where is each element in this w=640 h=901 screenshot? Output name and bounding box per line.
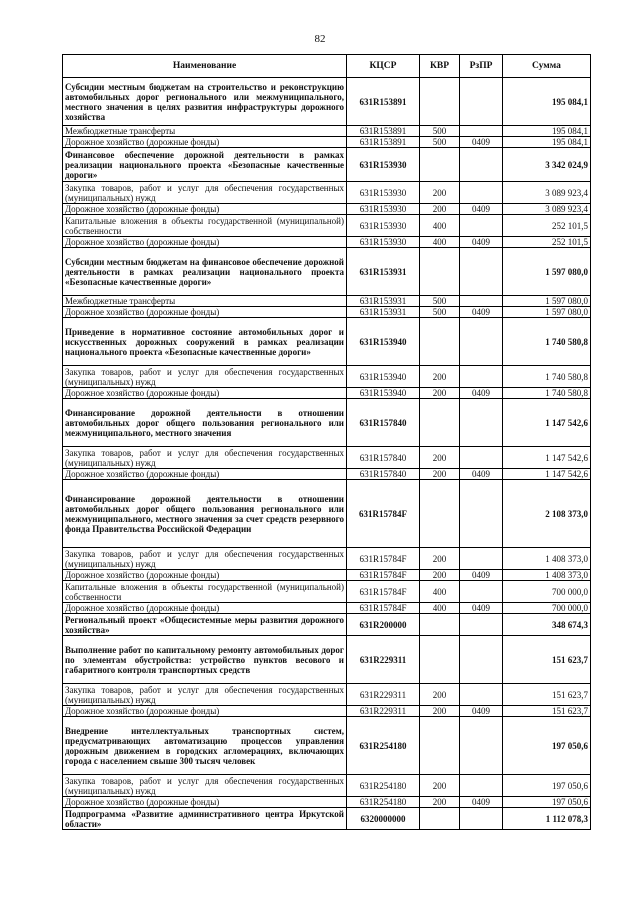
cell-sum: 3 342 024,9	[503, 148, 591, 182]
cell-rzpr	[460, 684, 503, 706]
cell-kcsr: 631R229311	[347, 684, 420, 706]
cell-kvr	[420, 636, 460, 684]
cell-kvr: 200	[420, 447, 460, 469]
cell-kvr	[420, 148, 460, 182]
cell-kcsr: 631R153930	[347, 215, 420, 237]
cell-kcsr: 631R153940	[347, 366, 420, 388]
cell-kcsr: 6320000000	[347, 808, 420, 830]
table-header-row	[63, 55, 591, 78]
cell-rzpr	[460, 399, 503, 447]
cell-rzpr: 0409	[460, 797, 503, 808]
cell-sum: 3 089 923,4	[503, 204, 591, 215]
cell-rzpr	[460, 78, 503, 126]
page-number: 82	[314, 33, 326, 45]
cell-kvr: 200	[420, 204, 460, 215]
cell-kvr: 200	[420, 548, 460, 570]
cell-kcsr: 631R15784F	[347, 570, 420, 581]
cell-kcsr: 631R153930	[347, 204, 420, 215]
cell-sum: 1 147 542,6	[503, 399, 591, 447]
cell-name: Дорожное хозяйство (дорожные фонды)	[63, 307, 347, 318]
cell-name: Внедрение интеллектуальных транспортных систем, предусматривающих автоматизацию процессов управления дорожным движением в городских агломерациях, включающих города с населением свыше 300 тысяч человек	[63, 717, 347, 775]
cell-kcsr: 631R153940	[347, 388, 420, 399]
cell-rzpr	[460, 366, 503, 388]
cell-kcsr: 631R153940	[347, 318, 420, 366]
cell-rzpr: 0409	[460, 603, 503, 614]
cell-rzpr	[460, 148, 503, 182]
cell-name: Субсидии местным бюджетам на строительство и реконструкцию автомобильных дорог регионального или межмуниципального, местного значения в целях развития инфраструктуры дорожного хозяйства	[63, 78, 347, 126]
cell-sum: 1 147 542,6	[503, 447, 591, 469]
cell-rzpr	[460, 614, 503, 636]
cell-kvr: 200	[420, 797, 460, 808]
cell-sum: 1 147 542,6	[503, 469, 591, 480]
cell-sum: 1 597 080,0	[503, 248, 591, 296]
table-row	[63, 182, 591, 204]
cell-kcsr: 631R157840	[347, 469, 420, 480]
table-row	[63, 126, 591, 137]
table-row	[63, 318, 591, 366]
cell-sum: 1 740 580,8	[503, 388, 591, 399]
table-row	[63, 636, 591, 684]
cell-name: Приведение в нормативное состояние автомобильных дорог и искусственных дорожных сооружений в рамках реализации национального проекта «Безопасные качественные дороги»	[63, 318, 347, 366]
cell-sum: 1 740 580,8	[503, 318, 591, 366]
cell-rzpr	[460, 808, 503, 830]
cell-sum: 197 050,6	[503, 775, 591, 797]
table-row	[63, 808, 591, 830]
table-row	[63, 684, 591, 706]
cell-rzpr	[460, 480, 503, 548]
cell-kcsr: 631R153930	[347, 182, 420, 204]
cell-kcsr: 631R153931	[347, 248, 420, 296]
cell-name: Субсидии местным бюджетам на финансовое обеспечение дорожной деятельности в рамках реализации национального проекта «Безопасные качественные дороги»	[63, 248, 347, 296]
cell-kvr	[420, 480, 460, 548]
cell-rzpr	[460, 717, 503, 775]
cell-rzpr: 0409	[460, 237, 503, 248]
cell-sum: 252 101,5	[503, 237, 591, 248]
cell-kvr: 500	[420, 307, 460, 318]
cell-name: Капитальные вложения в объекты государственной (муниципальной) собственности	[63, 215, 347, 237]
cell-sum: 252 101,5	[503, 215, 591, 237]
table-row	[63, 581, 591, 603]
cell-sum: 1 597 080,0	[503, 307, 591, 318]
cell-name: Дорожное хозяйство (дорожные фонды)	[63, 706, 347, 717]
table-row	[63, 717, 591, 775]
cell-sum: 151 623,7	[503, 636, 591, 684]
cell-rzpr	[460, 636, 503, 684]
cell-rzpr	[460, 215, 503, 237]
cell-kcsr: 631R157840	[347, 447, 420, 469]
cell-kvr	[420, 614, 460, 636]
cell-kvr: 200	[420, 775, 460, 797]
cell-name: Межбюджетные трансферты	[63, 126, 347, 137]
cell-rzpr	[460, 447, 503, 469]
cell-rzpr	[460, 548, 503, 570]
cell-kvr	[420, 717, 460, 775]
cell-kcsr: 631R153891	[347, 137, 420, 148]
cell-kvr: 200	[420, 684, 460, 706]
cell-sum: 2 108 373,0	[503, 480, 591, 548]
cell-rzpr: 0409	[460, 307, 503, 318]
column-header-kcsr: КЦСР	[347, 55, 420, 78]
cell-rzpr: 0409	[460, 204, 503, 215]
cell-kcsr: 631R229311	[347, 636, 420, 684]
cell-name: Подпрограмма «Развитие административного центра Иркутской области»	[63, 808, 347, 830]
cell-kvr: 200	[420, 706, 460, 717]
cell-kvr	[420, 808, 460, 830]
column-header-kvr: КВР	[420, 55, 460, 78]
table-row	[63, 447, 591, 469]
cell-kcsr: 631R254180	[347, 797, 420, 808]
cell-kvr: 400	[420, 581, 460, 603]
cell-kcsr: 631R153891	[347, 78, 420, 126]
table-row	[63, 614, 591, 636]
table-row	[63, 706, 591, 717]
cell-sum: 1 408 373,0	[503, 570, 591, 581]
cell-name: Дорожное хозяйство (дорожные фонды)	[63, 603, 347, 614]
cell-kvr: 500	[420, 126, 460, 137]
table-row	[63, 570, 591, 581]
cell-kvr: 400	[420, 215, 460, 237]
table-row	[63, 480, 591, 548]
cell-name: Финансирование дорожной деятельности в отношении автомобильных дорог общего пользования регионального или межмуниципального, местного значения	[63, 399, 347, 447]
cell-kcsr: 631R254180	[347, 717, 420, 775]
cell-rzpr	[460, 248, 503, 296]
table-row	[63, 548, 591, 570]
cell-kvr: 400	[420, 603, 460, 614]
cell-kvr: 400	[420, 237, 460, 248]
table-row	[63, 296, 591, 307]
cell-sum: 195 084,1	[503, 78, 591, 126]
table-body	[63, 78, 591, 830]
cell-name: Дорожное хозяйство (дорожные фонды)	[63, 469, 347, 480]
cell-name: Дорожное хозяйство (дорожные фонды)	[63, 137, 347, 148]
cell-kcsr: 631R15784F	[347, 603, 420, 614]
cell-sum: 1 112 078,3	[503, 808, 591, 830]
cell-name: Выполнение работ по капитальному ремонту автомобильных дорог по элементам обустройства: устройство пунктов весового и габаритного контроля транспортных средств	[63, 636, 347, 684]
cell-name: Закупка товаров, работ и услуг для обеспечения государственных (муниципальных) нужд	[63, 548, 347, 570]
cell-kcsr: 631R153931	[347, 296, 420, 307]
cell-rzpr	[460, 182, 503, 204]
cell-sum: 151 623,7	[503, 684, 591, 706]
cell-name: Дорожное хозяйство (дорожные фонды)	[63, 797, 347, 808]
cell-sum: 197 050,6	[503, 797, 591, 808]
cell-rzpr	[460, 296, 503, 307]
column-header-sum: Сумма	[503, 55, 591, 78]
cell-name: Закупка товаров, работ и услуг для обеспечения государственных (муниципальных) нужд	[63, 366, 347, 388]
column-header-rzpr: РзПР	[460, 55, 503, 78]
cell-kcsr: 631R15784F	[347, 480, 420, 548]
cell-sum: 1 408 373,0	[503, 548, 591, 570]
table-row	[63, 148, 591, 182]
cell-sum: 1 740 580,8	[503, 366, 591, 388]
cell-kcsr: 631R229311	[347, 706, 420, 717]
cell-kvr: 200	[420, 469, 460, 480]
cell-sum: 348 674,3	[503, 614, 591, 636]
cell-kvr: 200	[420, 366, 460, 388]
cell-name: Дорожное хозяйство (дорожные фонды)	[63, 388, 347, 399]
cell-name: Закупка товаров, работ и услуг для обеспечения государственных (муниципальных) нужд	[63, 684, 347, 706]
table-row	[63, 399, 591, 447]
table-row	[63, 237, 591, 248]
cell-kcsr: 631R200000	[347, 614, 420, 636]
budget-table	[62, 54, 591, 830]
cell-rzpr	[460, 126, 503, 137]
cell-name: Дорожное хозяйство (дорожные фонды)	[63, 570, 347, 581]
cell-name: Региональный проект «Общесистемные меры развития дорожного хозяйства»	[63, 614, 347, 636]
cell-sum: 151 623,7	[503, 706, 591, 717]
cell-name: Капитальные вложения в объекты государственной (муниципальной) собственности	[63, 581, 347, 603]
cell-kvr	[420, 399, 460, 447]
cell-kcsr: 631R153931	[347, 307, 420, 318]
cell-name: Дорожное хозяйство (дорожные фонды)	[63, 204, 347, 215]
cell-rzpr	[460, 318, 503, 366]
table-row	[63, 469, 591, 480]
cell-rzpr: 0409	[460, 706, 503, 717]
cell-rzpr: 0409	[460, 570, 503, 581]
cell-kvr: 200	[420, 388, 460, 399]
cell-kvr	[420, 78, 460, 126]
table-row	[63, 366, 591, 388]
cell-kcsr: 631R153891	[347, 126, 420, 137]
cell-rzpr	[460, 581, 503, 603]
cell-kcsr: 631R153930	[347, 237, 420, 248]
cell-rzpr: 0409	[460, 469, 503, 480]
cell-name: Закупка товаров, работ и услуг для обеспечения государственных (муниципальных) нужд	[63, 182, 347, 204]
table-row	[63, 775, 591, 797]
table-row	[63, 78, 591, 126]
cell-name: Закупка товаров, работ и услуг для обеспечения государственных (муниципальных) нужд	[63, 447, 347, 469]
table-row	[63, 215, 591, 237]
cell-rzpr	[460, 775, 503, 797]
cell-kcsr: 631R157840	[347, 399, 420, 447]
table-row	[63, 137, 591, 148]
cell-kcsr: 631R15784F	[347, 548, 420, 570]
cell-kcsr: 631R153930	[347, 148, 420, 182]
cell-sum: 197 050,6	[503, 717, 591, 775]
cell-sum: 3 089 923,4	[503, 182, 591, 204]
table-row	[63, 388, 591, 399]
cell-rzpr: 0409	[460, 388, 503, 399]
table-row	[63, 797, 591, 808]
cell-sum: 195 084,1	[503, 126, 591, 137]
cell-sum: 700 000,0	[503, 603, 591, 614]
cell-name: Финансирование дорожной деятельности в отношении автомобильных дорог общего пользования регионального или межмуниципального, местного значения за счет средств резервного фонда Правительства Российской Федерации	[63, 480, 347, 548]
cell-name: Закупка товаров, работ и услуг для обеспечения государственных (муниципальных) нужд	[63, 775, 347, 797]
cell-kvr: 500	[420, 137, 460, 148]
cell-kvr	[420, 248, 460, 296]
cell-kvr: 200	[420, 182, 460, 204]
cell-name: Финансовое обеспечение дорожной деятельности в рамках реализации национального проекта «Безопасные качественные дороги»	[63, 148, 347, 182]
cell-sum: 700 000,0	[503, 581, 591, 603]
cell-kcsr: 631R15784F	[347, 581, 420, 603]
table-row	[63, 307, 591, 318]
cell-sum: 1 597 080,0	[503, 296, 591, 307]
cell-name: Межбюджетные трансферты	[63, 296, 347, 307]
cell-rzpr: 0409	[460, 137, 503, 148]
cell-kvr: 500	[420, 296, 460, 307]
table-row	[63, 248, 591, 296]
cell-kvr	[420, 318, 460, 366]
column-header-name: Наименование	[63, 55, 347, 78]
cell-sum: 195 084,1	[503, 137, 591, 148]
table-row	[63, 603, 591, 614]
table-row	[63, 204, 591, 215]
cell-name: Дорожное хозяйство (дорожные фонды)	[63, 237, 347, 248]
cell-kvr: 200	[420, 570, 460, 581]
cell-kcsr: 631R254180	[347, 775, 420, 797]
